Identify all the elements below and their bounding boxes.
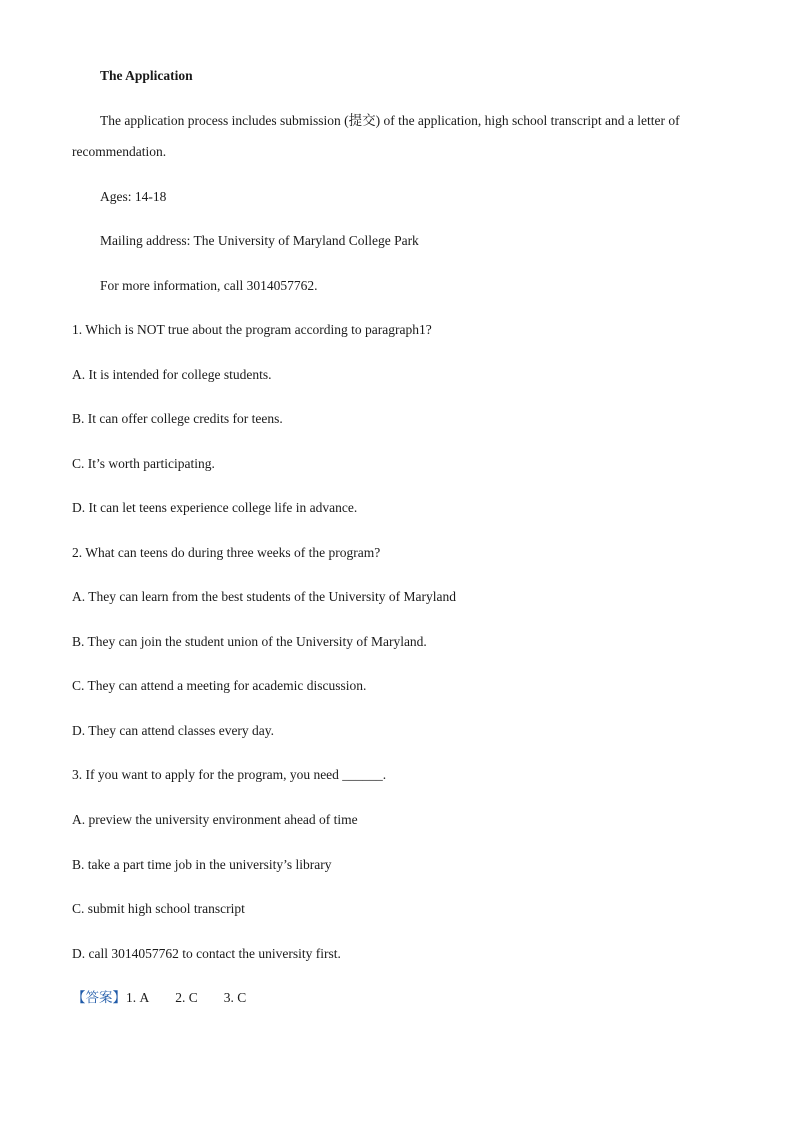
question-1-stem: 1. Which is NOT true about the program according to paragraph1? (72, 322, 432, 337)
question-1-option-d: D. It can let teens experience college life in advance. (72, 500, 358, 515)
paragraph-line-2: recommendation. (72, 144, 167, 159)
question-2-option-a: A. They can learn from the best students of the University of Maryland (72, 589, 457, 604)
question-1-option-c: C. It’s worth participating. (72, 456, 215, 471)
question-3-option-d: D. call 3014057762 to contact the university first. (72, 946, 341, 961)
question-3-option-b: B. take a part time job in the university’s library (72, 857, 332, 872)
ages-text: Ages: 14-18 (100, 189, 167, 204)
answer-item-1: 1. A (126, 990, 150, 1005)
mailing-address-text: Mailing address: The University of Maryland College Park (100, 233, 419, 248)
question-3-option-a: A. preview the university environment ahead of time (72, 812, 358, 827)
answer-item-2: 2. C (175, 990, 198, 1005)
question-3-option-c: C. submit high school transcript (72, 901, 245, 916)
question-2-stem: 2. What can teens do during three weeks of the program? (72, 545, 381, 560)
question-1-option-b: B. It can offer college credits for teens. (72, 411, 283, 426)
question-2-option-b: B. They can join the student union of the University of Maryland. (72, 634, 427, 649)
question-3-stem: 3. If you want to apply for the program, you need ______. (72, 767, 387, 782)
more-info-text: For more information, call 3014057762. (100, 278, 318, 293)
answer-line (72, 989, 246, 1007)
question-2-option-d: D. They can attend classes every day. (72, 723, 275, 738)
answer-item-3: 3. C (223, 990, 247, 1005)
section-heading: The Application (100, 68, 193, 83)
answer-tag: 【答案】 (72, 990, 126, 1005)
question-2-option-c: C. They can attend a meeting for academic discussion. (72, 678, 367, 693)
paragraph-line-1: The application process includes submission (提交) of the application, high school transcript and a letter of (100, 113, 680, 128)
question-1-option-a: A. It is intended for college students. (72, 367, 272, 382)
